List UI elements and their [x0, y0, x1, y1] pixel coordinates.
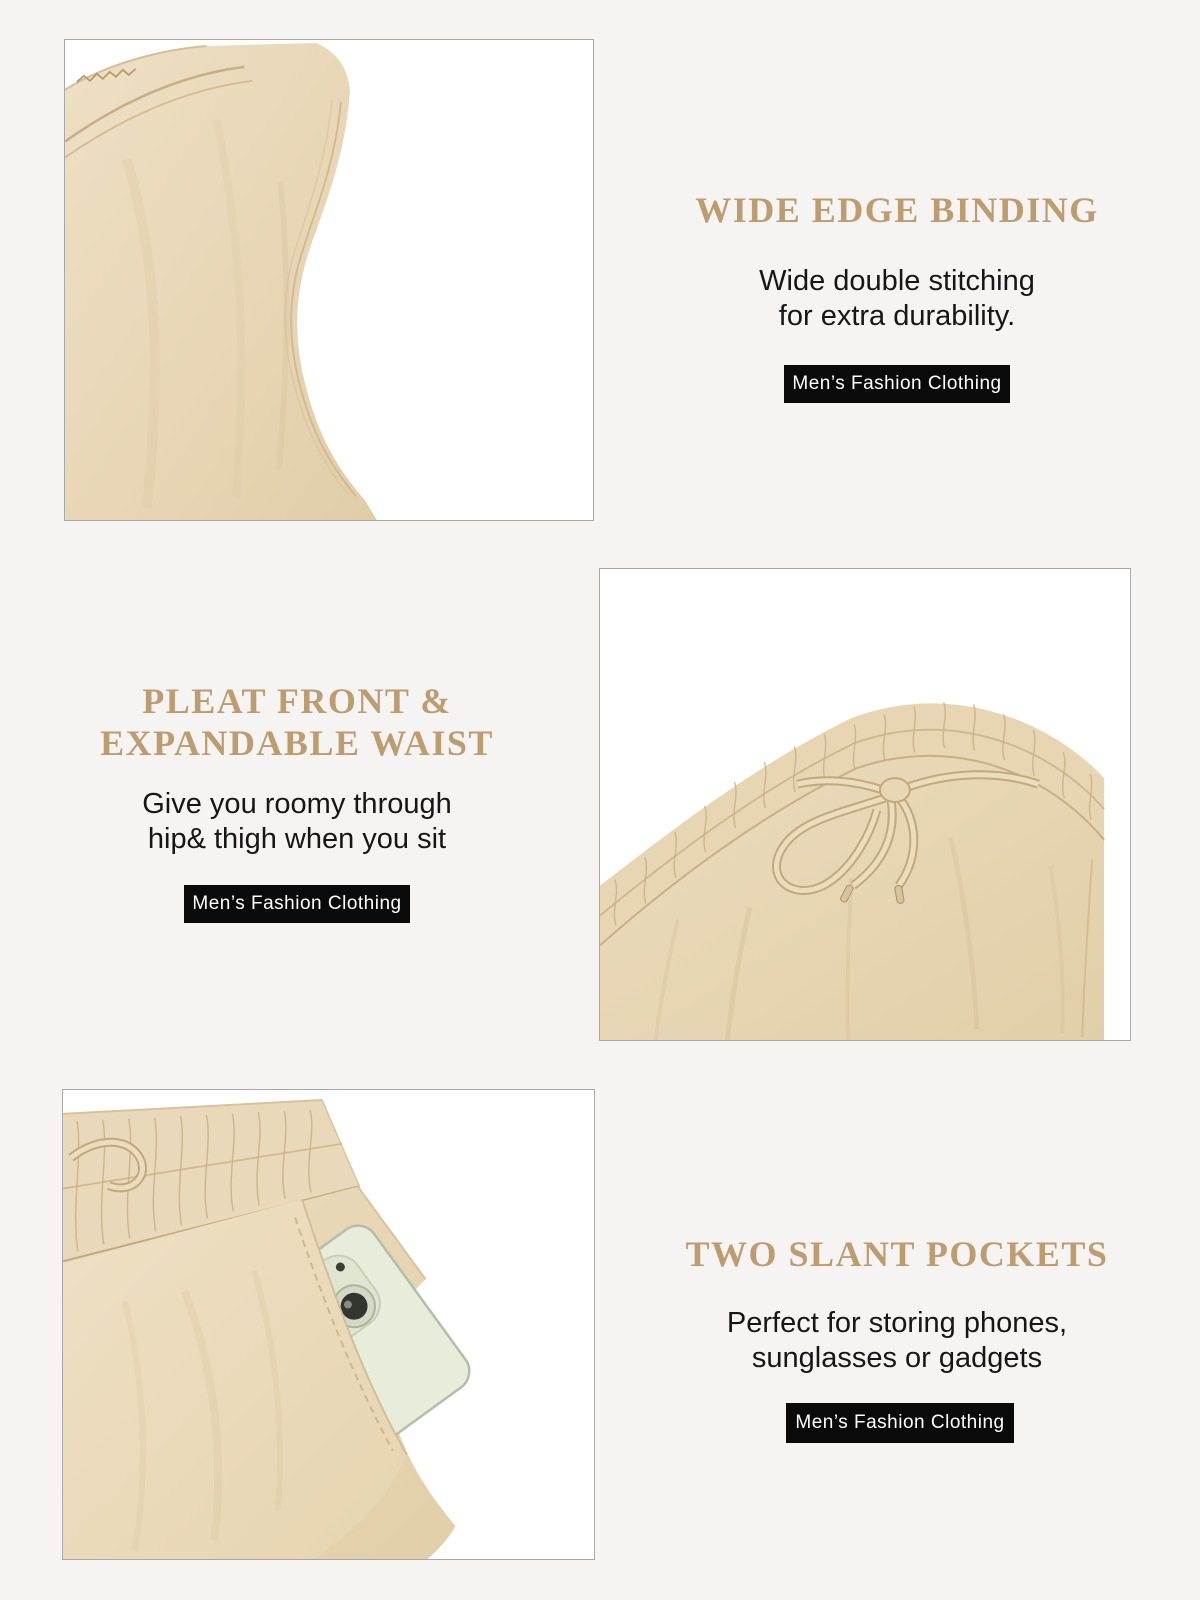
feature-description-line: Give you roomy through — [142, 788, 452, 820]
waistband-illustration — [600, 569, 1130, 1040]
feature-title-line: PLEAT FRONT & — [142, 681, 452, 721]
feature-title — [0, 680, 594, 764]
feature-description-line: hip& thigh when you sit — [147, 823, 447, 855]
pocket-illustration — [63, 1090, 594, 1559]
feature-description — [594, 1306, 1200, 1376]
feature-title-line: EXPANDABLE WAIST — [100, 723, 494, 763]
tank-top-illustration — [65, 40, 593, 520]
feature-description-line: for extra durability. — [778, 300, 1016, 332]
feature-title-line: TWO SLANT POCKETS — [685, 1234, 1109, 1274]
brand-badge: Men’s Fashion Clothing — [184, 885, 410, 923]
brand-badge: Men’s Fashion Clothing — [784, 365, 1010, 403]
feature-description — [594, 264, 1200, 334]
feature-description-line: Perfect for storing phones, — [726, 1307, 1068, 1339]
feature-description — [0, 787, 594, 857]
feature-title — [594, 189, 1200, 231]
feature-description-line: sunglasses or gadgets — [751, 1342, 1043, 1374]
tank-top-shoulder-photo — [64, 39, 594, 521]
feature-title-line: WIDE EDGE BINDING — [695, 190, 1099, 230]
pants-waistband-drawstring-photo — [599, 568, 1131, 1041]
brand-badge: Men’s Fashion Clothing — [786, 1403, 1014, 1443]
feature-title — [594, 1233, 1200, 1275]
pocket-with-phone-photo — [62, 1089, 595, 1560]
feature-description-line: Wide double stitching — [759, 265, 1035, 297]
